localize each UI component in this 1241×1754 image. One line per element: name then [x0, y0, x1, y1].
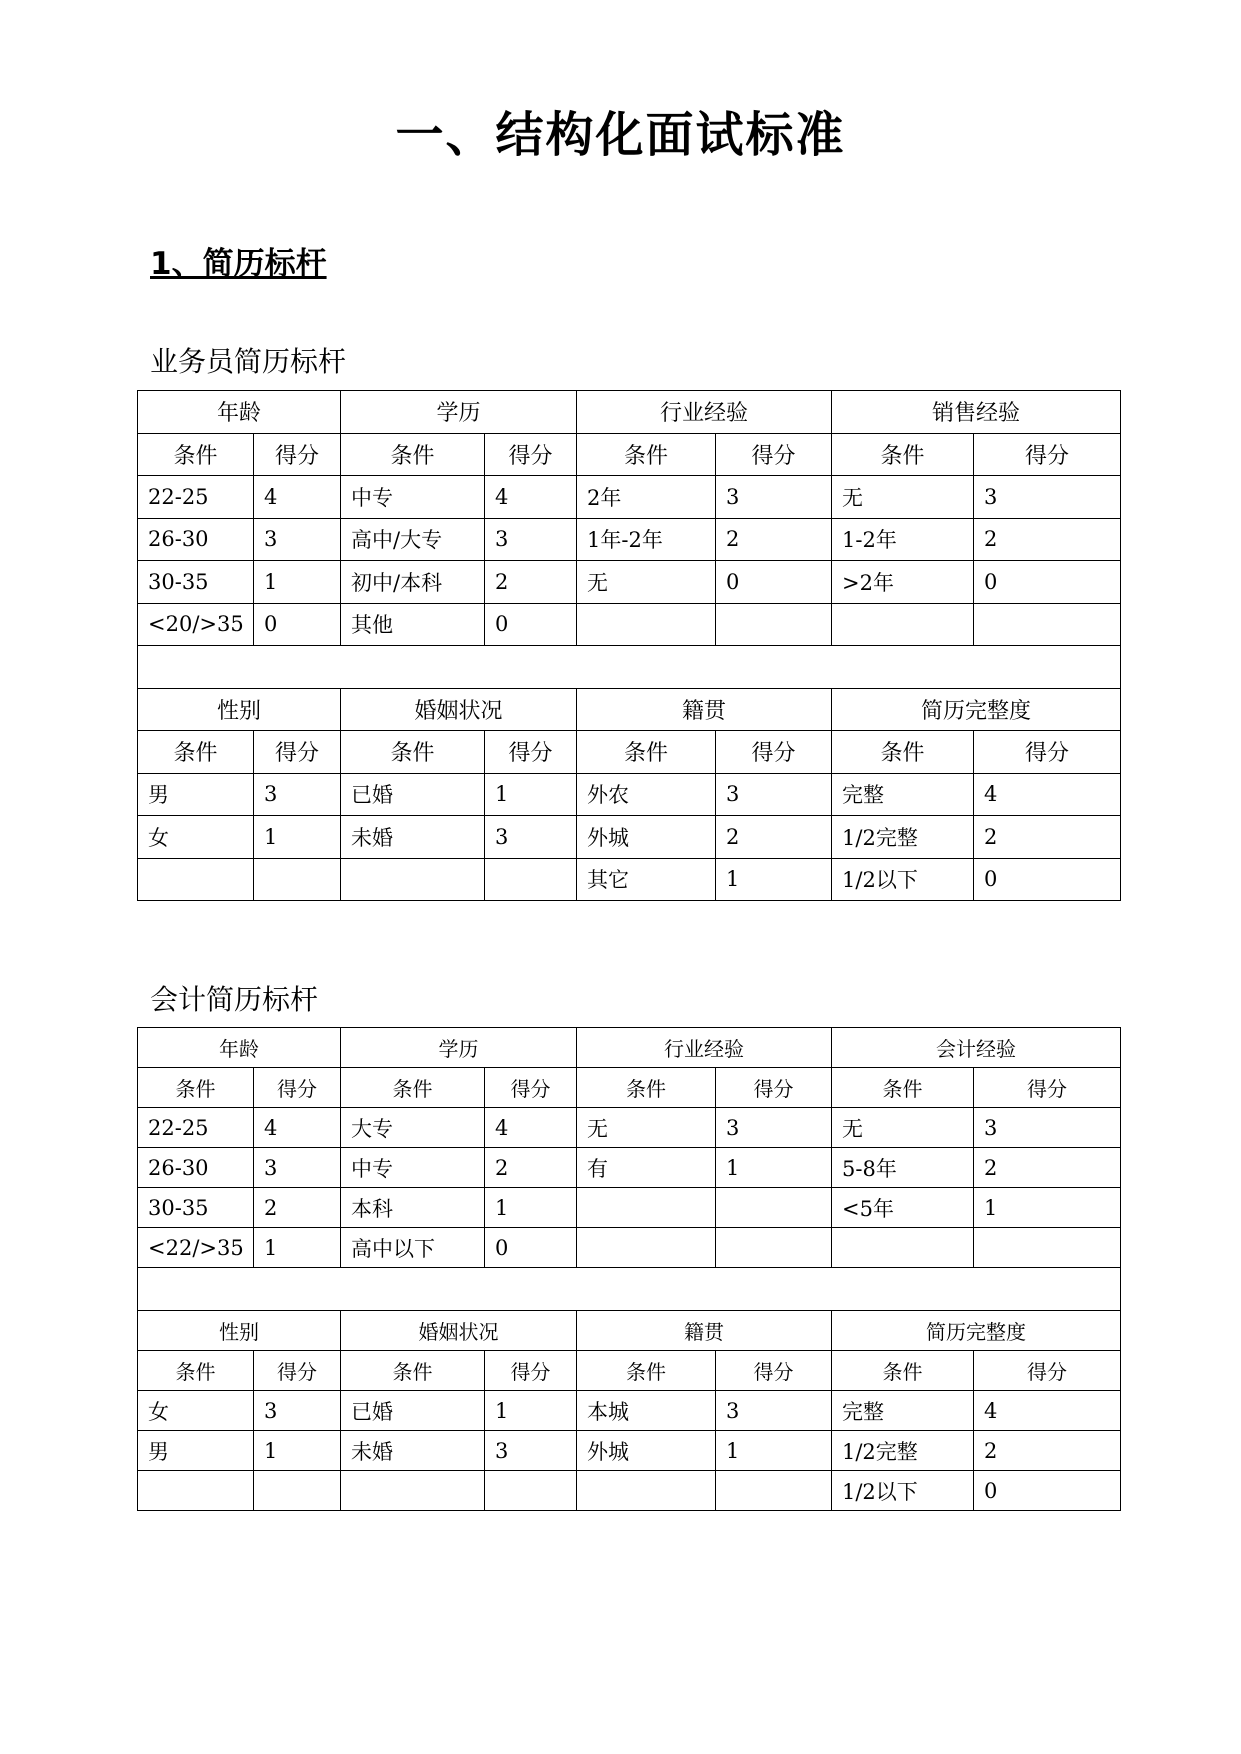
condition-header-cell: 条件	[138, 1068, 254, 1108]
condition-cell: 中专	[341, 476, 485, 519]
score-cell: 1	[485, 1188, 577, 1228]
table-row	[138, 1188, 1121, 1228]
score-cell: 2	[254, 1188, 341, 1228]
table-row	[138, 518, 1121, 561]
condition-cell: >2年	[832, 561, 974, 604]
score-cell	[716, 1228, 832, 1268]
score-header-cell: 得分	[485, 1351, 577, 1391]
score-header-cell: 得分	[974, 1351, 1121, 1391]
condition-cell: 无	[577, 1108, 716, 1148]
group-header-cell: 籍贯	[577, 688, 832, 731]
condition-header-cell: 条件	[138, 731, 254, 774]
condition-cell: 无	[832, 476, 974, 519]
condition-header-cell: 条件	[341, 433, 485, 476]
score-cell: 3	[254, 1148, 341, 1188]
condition-cell: 其它	[577, 858, 716, 901]
condition-header-cell: 条件	[832, 1351, 974, 1391]
score-cell: 1	[485, 1391, 577, 1431]
condition-cell: 1/2以下	[832, 858, 974, 901]
score-cell	[254, 1471, 341, 1511]
condition-cell: 外城	[577, 1431, 716, 1471]
table-row	[138, 561, 1121, 604]
condition-cell: 中专	[341, 1148, 485, 1188]
condition-cell: 本科	[341, 1188, 485, 1228]
score-cell: 1	[254, 1228, 341, 1268]
score-header-cell: 得分	[254, 731, 341, 774]
score-cell: 4	[485, 1108, 577, 1148]
group-header-cell: 婚姻状况	[341, 688, 577, 731]
condition-cell: 无	[832, 1108, 974, 1148]
table-row	[138, 1431, 1121, 1471]
score-header-cell: 得分	[974, 1068, 1121, 1108]
score-cell: 3	[254, 518, 341, 561]
group-header-cell: 学历	[341, 391, 577, 434]
condition-cell: <22/>35	[138, 1228, 254, 1268]
condition-header-cell: 条件	[577, 1068, 716, 1108]
score-header-cell: 得分	[974, 731, 1121, 774]
group-header-row	[138, 688, 1121, 731]
column-header-row	[138, 731, 1121, 774]
group-header-row	[138, 391, 1121, 434]
condition-cell: 外城	[577, 816, 716, 859]
score-cell: 4	[254, 476, 341, 519]
group-header-cell: 行业经验	[577, 1028, 832, 1068]
score-cell: 3	[974, 476, 1121, 519]
score-cell: 1	[716, 858, 832, 901]
spacer-cell	[138, 646, 1121, 689]
condition-cell	[577, 603, 716, 646]
score-cell: 0	[485, 603, 577, 646]
condition-cell: 30-35	[138, 1188, 254, 1228]
score-cell	[485, 858, 577, 901]
score-header-cell: 得分	[716, 1068, 832, 1108]
score-cell: 2	[974, 518, 1121, 561]
group-header-cell: 简历完整度	[832, 688, 1121, 731]
score-cell: 2	[485, 1148, 577, 1188]
score-header-cell: 得分	[254, 1351, 341, 1391]
condition-cell: 1-2年	[832, 518, 974, 561]
table-row	[138, 1391, 1121, 1431]
condition-header-cell: 条件	[577, 731, 716, 774]
condition-cell: 未婚	[341, 816, 485, 859]
score-cell: 4	[254, 1108, 341, 1148]
score-cell	[254, 858, 341, 901]
score-cell: 0	[485, 1228, 577, 1268]
condition-cell: 1/2完整	[832, 816, 974, 859]
column-header-row	[138, 1068, 1121, 1108]
group-header-cell: 行业经验	[577, 391, 832, 434]
score-cell: 0	[716, 561, 832, 604]
score-cell: 2	[485, 561, 577, 604]
score-header-cell: 得分	[716, 1351, 832, 1391]
table-caption-salesman: 业务员简历标杆	[150, 345, 347, 378]
score-cell: 1	[485, 773, 577, 816]
score-cell: 3	[716, 773, 832, 816]
group-header-cell: 婚姻状况	[341, 1311, 577, 1351]
group-header-cell: 性别	[138, 688, 341, 731]
condition-cell: 22-25	[138, 476, 254, 519]
score-cell	[974, 1228, 1121, 1268]
condition-header-cell: 条件	[832, 731, 974, 774]
score-header-cell: 得分	[716, 433, 832, 476]
accountant-resume-benchmark-table	[137, 1027, 1121, 1511]
condition-cell: 完整	[832, 1391, 974, 1431]
spacer-row	[138, 646, 1121, 689]
condition-cell: 完整	[832, 773, 974, 816]
score-cell: 2	[974, 1431, 1121, 1471]
condition-cell: 女	[138, 816, 254, 859]
condition-header-cell: 条件	[341, 1351, 485, 1391]
salesman-resume-benchmark-table	[137, 390, 1121, 901]
condition-cell: 5-8年	[832, 1148, 974, 1188]
section-heading: 1、简历标杆	[150, 246, 327, 282]
table-row	[138, 603, 1121, 646]
condition-cell: 有	[577, 1148, 716, 1188]
table-row	[138, 1228, 1121, 1268]
condition-header-cell: 条件	[577, 433, 716, 476]
condition-cell: 已婚	[341, 773, 485, 816]
condition-cell	[832, 603, 974, 646]
score-header-cell: 得分	[485, 433, 577, 476]
condition-cell	[832, 1228, 974, 1268]
score-cell: 2	[716, 816, 832, 859]
group-header-cell: 年龄	[138, 1028, 341, 1068]
column-header-row	[138, 1351, 1121, 1391]
condition-header-cell: 条件	[138, 1351, 254, 1391]
condition-cell	[341, 858, 485, 901]
condition-header-cell: 条件	[341, 731, 485, 774]
condition-cell: 30-35	[138, 561, 254, 604]
condition-cell: 大专	[341, 1108, 485, 1148]
score-header-cell: 得分	[485, 1068, 577, 1108]
score-cell: 3	[254, 1391, 341, 1431]
condition-cell: 26-30	[138, 518, 254, 561]
condition-cell: 初中/本科	[341, 561, 485, 604]
table-row	[138, 858, 1121, 901]
condition-cell: 高中以下	[341, 1228, 485, 1268]
score-cell: 2	[716, 518, 832, 561]
condition-cell: 2年	[577, 476, 716, 519]
condition-cell: 1/2完整	[832, 1431, 974, 1471]
score-cell: 1	[716, 1431, 832, 1471]
score-cell	[716, 603, 832, 646]
score-cell: 2	[974, 816, 1121, 859]
condition-header-cell: 条件	[341, 1068, 485, 1108]
condition-cell: 外农	[577, 773, 716, 816]
condition-cell: 无	[577, 561, 716, 604]
group-header-cell: 性别	[138, 1311, 341, 1351]
score-cell: 3	[974, 1108, 1121, 1148]
condition-header-cell: 条件	[832, 1068, 974, 1108]
score-cell: 2	[974, 1148, 1121, 1188]
condition-cell: 1/2以下	[832, 1471, 974, 1511]
table-caption-accountant: 会计简历标杆	[150, 983, 319, 1016]
condition-header-cell: 条件	[577, 1351, 716, 1391]
table-row	[138, 1108, 1121, 1148]
table-row	[138, 816, 1121, 859]
score-cell: 0	[974, 561, 1121, 604]
condition-cell: 22-25	[138, 1108, 254, 1148]
condition-cell: 已婚	[341, 1391, 485, 1431]
condition-header-cell: 条件	[832, 433, 974, 476]
table-row	[138, 1471, 1121, 1511]
condition-cell	[341, 1471, 485, 1511]
score-cell: 3	[485, 518, 577, 561]
score-cell: 4	[485, 476, 577, 519]
group-header-row	[138, 1311, 1121, 1351]
condition-cell: <20/>35	[138, 603, 254, 646]
condition-cell: 26-30	[138, 1148, 254, 1188]
score-cell: 3	[716, 476, 832, 519]
score-cell	[716, 1471, 832, 1511]
condition-cell: 未婚	[341, 1431, 485, 1471]
condition-header-cell: 条件	[138, 433, 254, 476]
score-header-cell: 得分	[254, 433, 341, 476]
condition-cell	[577, 1188, 716, 1228]
score-header-cell: 得分	[716, 731, 832, 774]
condition-cell	[577, 1228, 716, 1268]
score-cell: 1	[254, 1431, 341, 1471]
score-cell: 3	[254, 773, 341, 816]
score-cell: 0	[254, 603, 341, 646]
group-header-row	[138, 1028, 1121, 1068]
score-cell: 0	[974, 1471, 1121, 1511]
score-cell: 3	[485, 816, 577, 859]
score-cell: 4	[974, 773, 1121, 816]
score-header-cell: 得分	[254, 1068, 341, 1108]
score-cell	[485, 1471, 577, 1511]
group-header-cell: 销售经验	[832, 391, 1121, 434]
group-header-cell: 籍贯	[577, 1311, 832, 1351]
group-header-cell: 年龄	[138, 391, 341, 434]
score-cell: 3	[716, 1108, 832, 1148]
group-header-cell: 学历	[341, 1028, 577, 1068]
condition-cell: 1年-2年	[577, 518, 716, 561]
score-cell: 1	[716, 1148, 832, 1188]
spacer-row	[138, 1268, 1121, 1311]
score-header-cell: 得分	[485, 731, 577, 774]
condition-cell: 男	[138, 1431, 254, 1471]
spacer-cell	[138, 1268, 1121, 1311]
condition-cell: 高中/大专	[341, 518, 485, 561]
score-cell: 0	[974, 858, 1121, 901]
score-cell: 3	[716, 1391, 832, 1431]
score-cell	[974, 603, 1121, 646]
condition-cell: <5年	[832, 1188, 974, 1228]
condition-cell: 男	[138, 773, 254, 816]
condition-cell	[138, 1471, 254, 1511]
score-cell: 4	[974, 1391, 1121, 1431]
table-row	[138, 476, 1121, 519]
condition-cell: 本城	[577, 1391, 716, 1431]
condition-cell: 其他	[341, 603, 485, 646]
group-header-cell: 简历完整度	[832, 1311, 1121, 1351]
score-header-cell: 得分	[974, 433, 1121, 476]
score-cell: 1	[974, 1188, 1121, 1228]
score-cell: 3	[485, 1431, 577, 1471]
column-header-row	[138, 433, 1121, 476]
score-cell: 1	[254, 816, 341, 859]
condition-cell	[138, 858, 254, 901]
condition-cell: 女	[138, 1391, 254, 1431]
condition-cell	[577, 1471, 716, 1511]
page-title: 一、结构化面试标准	[395, 107, 846, 163]
score-cell: 1	[254, 561, 341, 604]
table-row	[138, 773, 1121, 816]
score-cell	[716, 1188, 832, 1228]
group-header-cell: 会计经验	[832, 1028, 1121, 1068]
table-row	[138, 1148, 1121, 1188]
